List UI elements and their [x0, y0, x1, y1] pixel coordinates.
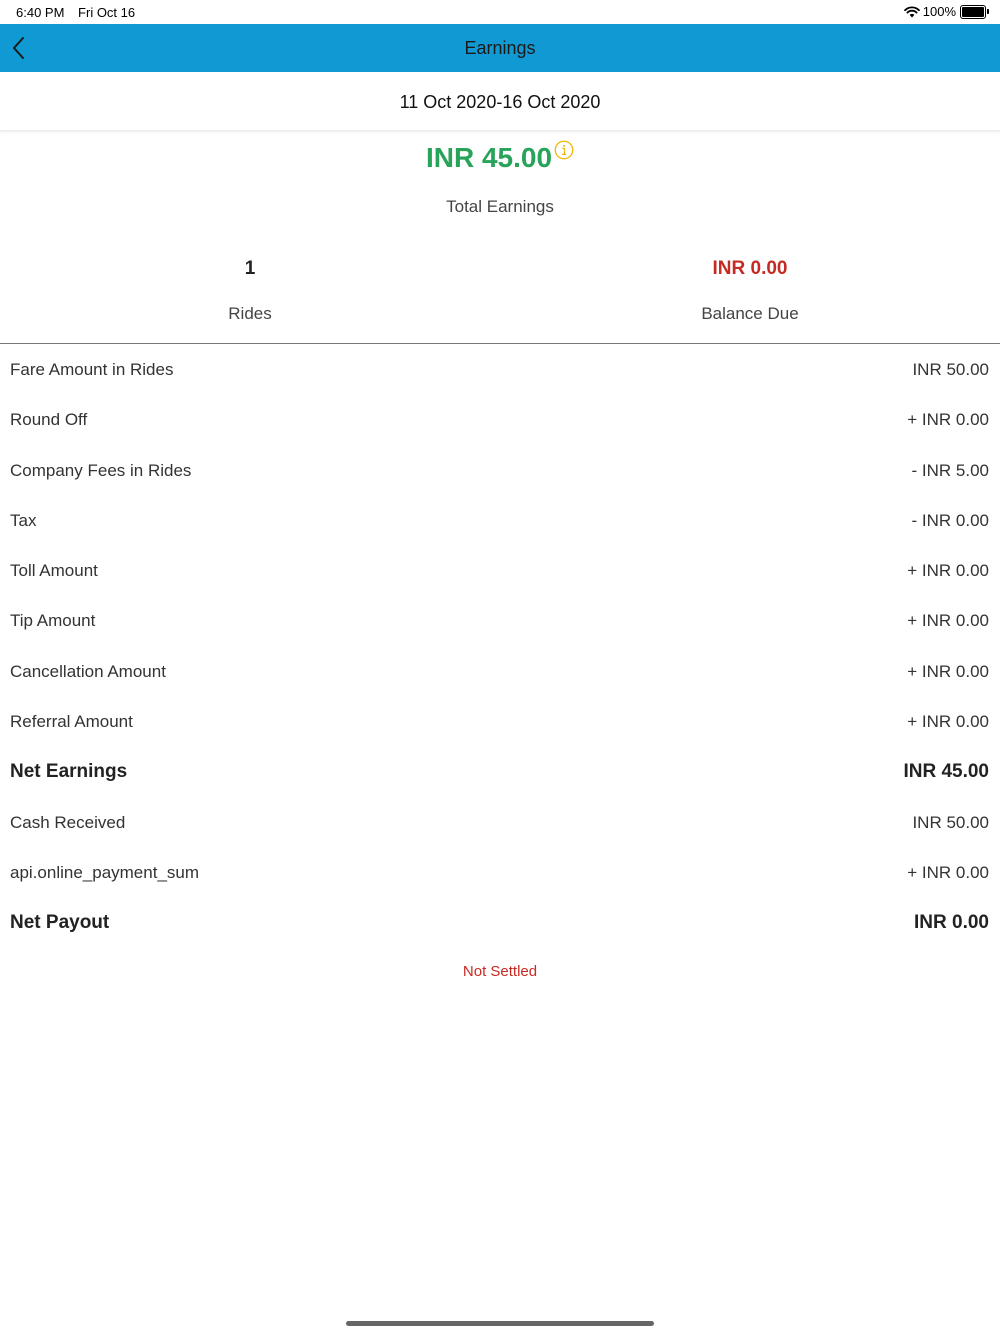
page-title: Earnings: [464, 38, 536, 58]
row-net-earnings: [0, 746, 1000, 796]
row-label: Net Payout: [10, 912, 110, 934]
rides-label: Rides: [228, 304, 272, 323]
row-cash-received: [0, 797, 1000, 847]
rides-count: 1: [244, 258, 256, 279]
settlement-status: Not Settled: [462, 963, 538, 980]
row-value: + INR 0.00: [907, 661, 989, 681]
row-referral-amount: [0, 696, 1000, 746]
row-tax: [0, 495, 1000, 545]
status-right: [904, 4, 986, 19]
row-label: Cash Received: [10, 812, 126, 832]
total-earnings-amount-wrap: [0, 142, 1000, 174]
status-time: 6:40 PM: [16, 5, 65, 20]
nav-bar: [0, 24, 1000, 72]
date-range-header[interactable]: [0, 72, 1000, 130]
battery-percent: 100%: [922, 4, 956, 19]
row-value: + INR 0.00: [907, 712, 989, 732]
row-value: + INR 0.00: [907, 611, 989, 631]
row-toll-amount: [0, 545, 1000, 595]
balance-due-stat: [500, 258, 1000, 324]
row-cancellation-amount: [0, 646, 1000, 696]
total-earnings-label: Total Earnings: [446, 197, 554, 216]
total-earnings-amount: INR 45.00: [425, 142, 553, 173]
row-net-payout: [0, 897, 1000, 947]
row-online-payment-sum: [0, 847, 1000, 897]
row-fare-amount: [0, 344, 1000, 394]
row-value: - INR 5.00: [911, 460, 989, 480]
row-company-fees: [0, 445, 1000, 495]
status-date: Fri Oct 16: [78, 5, 136, 20]
row-value: + INR 0.00: [907, 862, 989, 882]
row-label: Referral Amount: [10, 712, 133, 732]
earnings-breakdown: [0, 344, 1000, 948]
battery-icon: [960, 5, 986, 19]
row-value: INR 50.00: [912, 812, 989, 832]
row-value: INR 45.00: [903, 761, 989, 783]
date-range-label: 11 Oct 2020-16 Oct 2020: [399, 92, 601, 112]
status-bar: [0, 0, 1000, 24]
rides-stat: [0, 258, 500, 324]
row-label: Tip Amount: [10, 611, 96, 631]
row-label: Tax: [10, 510, 37, 530]
row-label: Cancellation Amount: [10, 661, 166, 681]
row-label: Net Earnings: [10, 761, 128, 783]
balance-due-amount: INR 0.00: [712, 258, 788, 279]
row-label: Company Fees in Rides: [10, 460, 192, 480]
row-label: Fare Amount in Rides: [10, 360, 174, 379]
row-label: Toll Amount: [10, 561, 98, 581]
row-value: INR 0.00: [914, 912, 989, 934]
row-value: + INR 0.00: [907, 561, 989, 581]
row-value: INR 50.00: [912, 360, 989, 379]
balance-due-label: Balance Due: [701, 304, 799, 323]
info-icon[interactable]: [554, 140, 574, 160]
row-round-off: [0, 394, 1000, 444]
row-value: + INR 0.00: [907, 410, 989, 430]
row-tip-amount: [0, 595, 1000, 645]
status-left: [16, 5, 145, 20]
home-indicator[interactable]: [346, 1321, 654, 1326]
wifi-icon: [904, 6, 920, 18]
row-value: - INR 0.00: [911, 510, 989, 530]
row-label: api.online_payment_sum: [10, 862, 200, 882]
row-label: Round Off: [10, 410, 88, 430]
